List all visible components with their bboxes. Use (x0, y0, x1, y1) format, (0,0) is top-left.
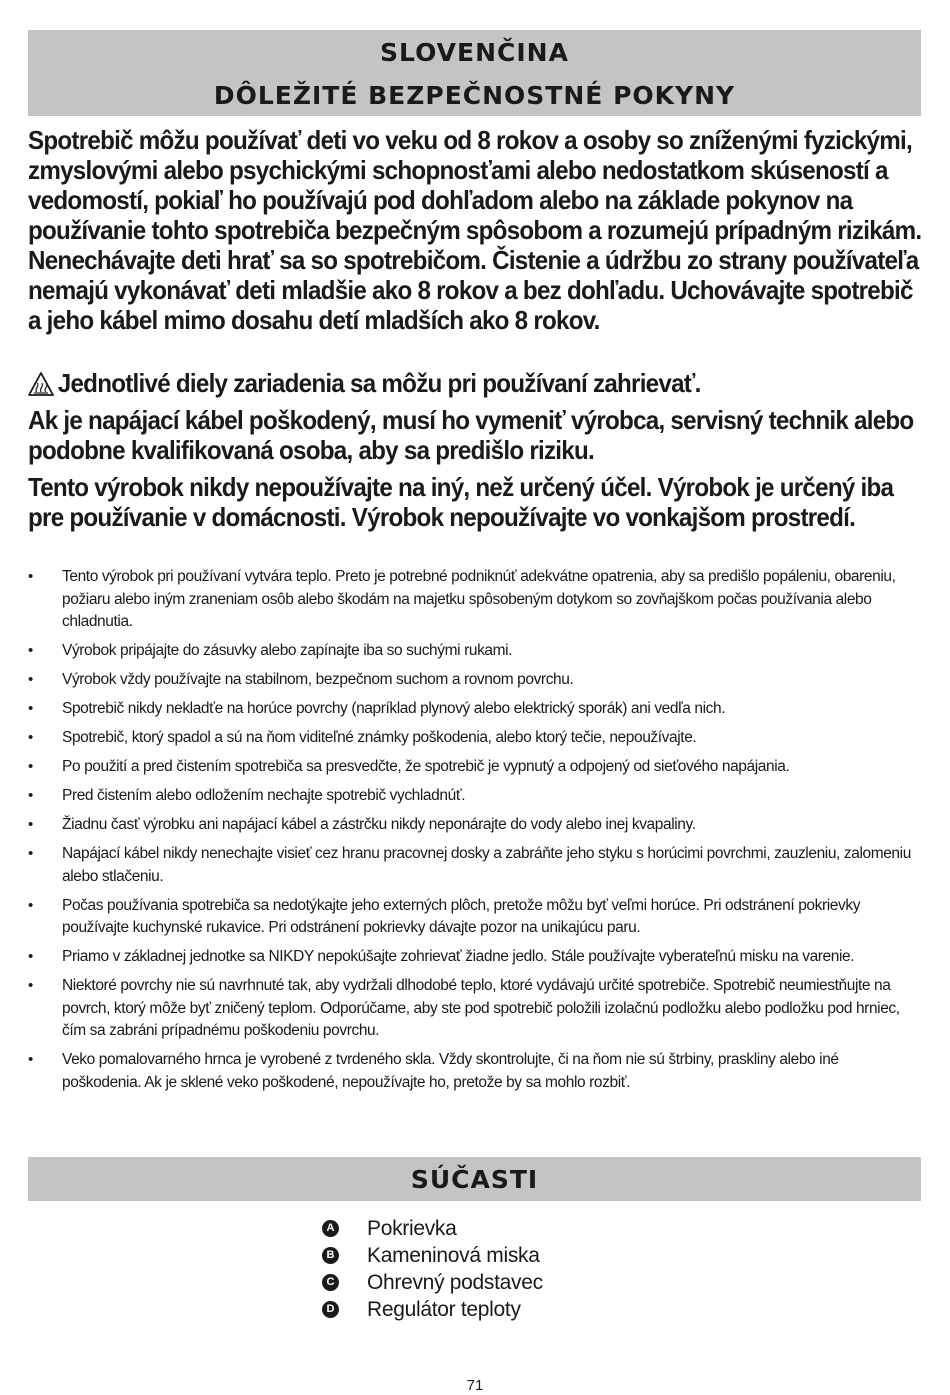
parts-list (322, 1215, 543, 1323)
safety-instructions-heading: DÔLEŽITÉ BEZPEČNOSTNÉ POKYNY (213, 81, 736, 110)
header-band (28, 30, 921, 116)
list-item (28, 1049, 921, 1094)
part-letter-badge: A (322, 1220, 339, 1237)
list-item-text: Napájací kábel nikdy nenechajte visieť cez hranu pracovnej dosky a zabráňte jeho styku s horúcimi povrchmi, zauzleniu, zalomeniu alebo stlačeniu. (62, 845, 911, 885)
list-item-text: Spotrebič, ktorý spadol a sú na ňom viditeľné známky poškodenia, alebo ktorý tečie, nepoužívajte. (62, 729, 697, 746)
part-item (322, 1296, 543, 1323)
list-item (28, 946, 921, 969)
bullet-marker: • (28, 568, 33, 585)
bullet-marker: • (28, 787, 33, 804)
list-item (28, 975, 921, 1043)
list-item-text: Žiadnu časť výrobku ani napájací kábel a zástrčku nikdy neponárajte do vody alebo inej kvapaliny. (62, 816, 696, 833)
part-label: Kameninová miska (367, 1244, 540, 1267)
part-letter-badge: C (322, 1274, 339, 1291)
part-label: Regulátor teploty (367, 1298, 521, 1321)
bullet-marker: • (28, 948, 33, 965)
bullet-marker: • (28, 977, 33, 994)
part-item (322, 1215, 543, 1242)
list-item-text: Spotrebič nikdy nekladťe na horúce povrchy (napríklad plynový alebo elektrický sporák) ani vedľa nich. (62, 700, 726, 717)
page-number: 71 (466, 1377, 484, 1394)
list-item (28, 698, 921, 721)
bullet-marker: • (28, 671, 33, 688)
bullet-marker: • (28, 700, 33, 717)
list-item-text: Výrobok pripájajte do zásuvky alebo zapínajte iba so suchými rukami. (62, 642, 513, 659)
parts-band (28, 1157, 921, 1201)
intended-use-paragraph: Tento výrobok nikdy nepoužívajte na iný, než určený účel. Výrobok je určený iba pre používanie v domácnosti. Výrobok nepoužívajte vo vonkajšom prostredí. (28, 472, 894, 532)
power-cable-paragraph: Ak je napájací kábel poškodený, musí ho vymeniť výrobca, servisný technik alebo podobne kvalifikovaná osoba, aby sa predišlo riziku. (28, 405, 914, 465)
list-item-text: Tento výrobok pri používaní vytvára teplo. Preto je potrebné podniknúť adekvátne opatrenia, aby sa predišlo popáleniu, obareniu, požiaru alebo iným zraneniam osôb alebo škodám na majetku spôsobeným dotykom so zovňajškom počas používania alebo chladnutia. (62, 568, 896, 630)
list-item-text: Počas používania spotrebiča sa nedotýkajte jeho externých plôch, pretože môžu byť veľmi horúce. Pri odstránení pokrievky používajte kuchynské rukavice. Pri odstránení pokrievky dávajte pozor na unikajúcu paru. (62, 896, 861, 936)
list-item-text: Výrobok vždy používajte na stabilnom, bezpečnom suchom a rovnom povrchu. (62, 671, 574, 688)
list-item-text: Veko pomalovarného hrnca je vyrobené z tvrdeného skla. Vždy skontrolujte, či na ňom nie sú štrbiny, praskliny alebo iné poškodenia. Ak je sklené veko poškodené, nepoužívajte ho, pretože by sa mohlo rozbiť. (62, 1051, 839, 1091)
list-item (28, 895, 921, 940)
list-item (28, 843, 921, 888)
safety-bullet-list (28, 566, 921, 1101)
list-item (28, 785, 921, 808)
part-letter-badge: B (322, 1247, 339, 1264)
list-item-text: Po použití a pred čistením spotrebiča sa presvedčte, že spotrebič je vypnutý a odpojený od sieťového napájania. (62, 758, 790, 775)
list-item (28, 814, 921, 837)
language-heading: SLOVENČINA (380, 38, 569, 67)
bullet-marker: • (28, 1051, 33, 1068)
intro-paragraph-children: Spotrebič môžu používať deti vo veku od 8 rokov a osoby so zníženými fyzickými, zmyslovými alebo psychickými schopnosťami alebo nedostatkom skúseností a vedomostí, pokiaľ ho používajú pod dohľadom alebo na základe pokynov na používanie tohto spotrebiča bezpečným spôsobom a rozumejú prípadným rizikám. Nenechávajte deti hrať sa so spotrebičom. Čistenie a údržbu zo strany používateľa nemajú vykonávať deti mladšie ako 8 rokov a bez dohľadu. Uchovávajte spotrebič a jeho kábel mimo dosahu detí mladších ako 8 rokov. (28, 125, 922, 335)
list-item-text: Niektoré povrchy nie sú navrhnuté tak, aby vydržali dlhodobé teplo, ktoré vydávajú určité spotrebiče. Spotrebič neumiestňujte na povrch, ktorý môže byť zničený teplom. Odporúčame, aby ste pod spotrebič položili izolačnú podložku alebo podložku pod hrniec, čím sa zabráni prípadnému poškodeniu povrchu. (62, 977, 900, 1039)
hot-parts-warning: Jednotlivé diely zariadenia sa môžu pri používaní zahrievať. (57, 368, 701, 398)
bullet-marker: • (28, 896, 33, 914)
bullet-marker: • (28, 642, 33, 659)
part-label: Ohrevný podstavec (367, 1271, 543, 1294)
list-item-text: Priamo v základnej jednotke sa NIKDY nepokúšajte zohrievať žiadne jedlo. Stále používajte vyberateľnú misku na varenie. (62, 948, 855, 965)
list-item (28, 640, 921, 663)
part-item (322, 1242, 543, 1269)
bullet-marker: • (28, 816, 33, 833)
list-item (28, 756, 921, 779)
part-label: Pokrievka (367, 1217, 457, 1240)
part-letter-badge: D (322, 1301, 339, 1318)
bullet-marker: • (28, 729, 33, 746)
list-item-text: Pred čistením alebo odložením nechajte spotrebič vychladnúť. (62, 787, 466, 804)
part-item (322, 1269, 543, 1296)
list-item (28, 566, 921, 634)
bullet-marker: • (28, 845, 33, 862)
bullet-marker: • (28, 758, 33, 775)
parts-heading: SÚČASTI (410, 1165, 539, 1194)
list-item (28, 727, 921, 750)
list-item (28, 669, 921, 692)
